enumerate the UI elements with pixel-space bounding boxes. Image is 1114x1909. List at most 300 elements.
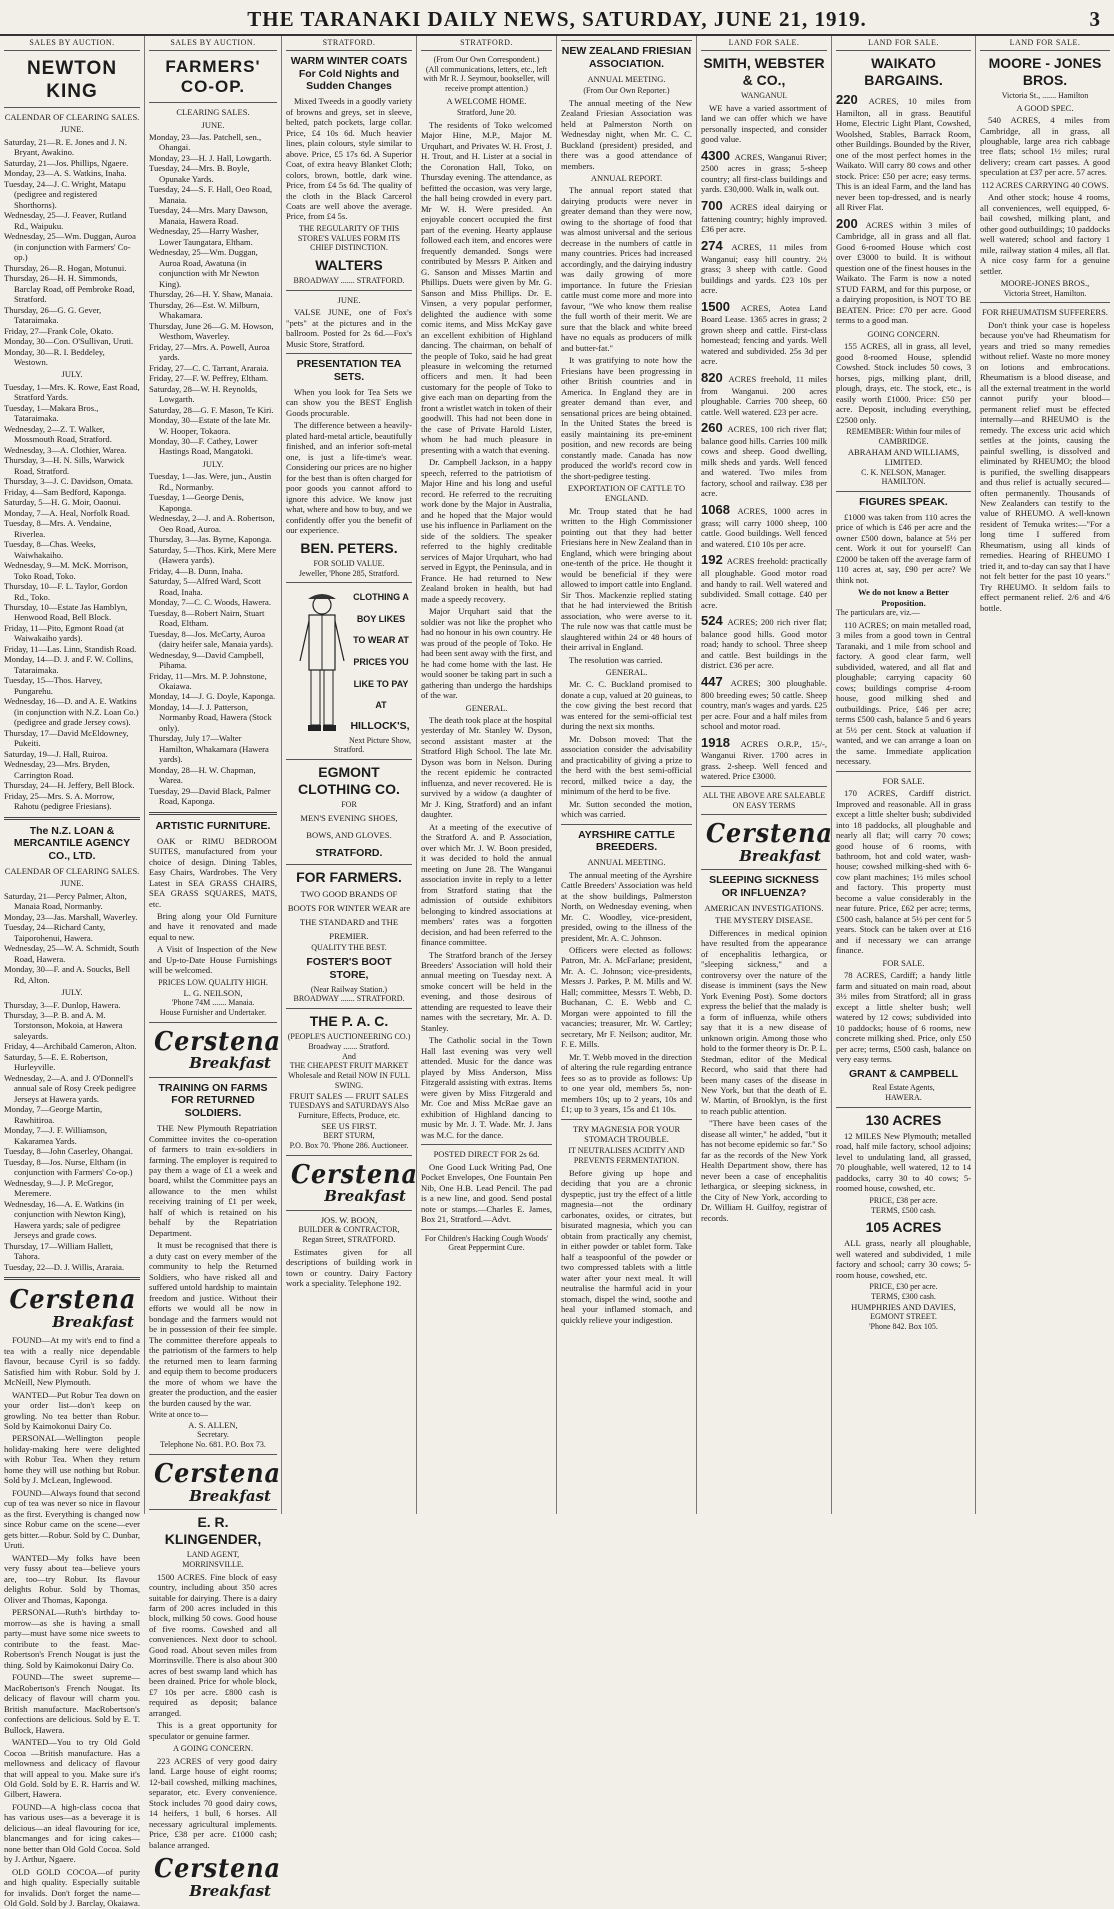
article-body: It was gratifying to note how the Friesians have been progressing in other British countries and in America. In England they are in greater demand than ever, and sensational prices are being obtained. In the United States the breed is easily maintaining its pre-eminent position, and new records are being constantly made. Canada has now produced the world's record cow in the short-pedigree testing. bbox=[561, 355, 692, 481]
artistic-tag: PRICES LOW. QUALITY HIGH. bbox=[158, 977, 268, 987]
cerstena-logo-sub: Breakfast bbox=[189, 1486, 271, 1505]
list-item: Thursday, June 26—G. M. Howson, Westhom, Waverley. bbox=[149, 320, 274, 342]
article-subheading: ANNUAL REPORT. bbox=[590, 173, 663, 184]
training-write: Write at once to— bbox=[149, 1410, 208, 1420]
carrying-title: 112 ACRES CARRYING 40 COWS. bbox=[981, 179, 1109, 190]
list-item: Monday, 7—George Martin, Rawhitiroa. bbox=[4, 1104, 103, 1125]
list-item: Wednesday, 2—Z. T. Walker, Mossmouth Road, Stratford. bbox=[4, 423, 112, 445]
warm-coats-body: Mixed Tweeds in a goodly variety of browns and greys, set in sleeve, belted, patch pockets, large collar. Price, £4 10s 6d. Much heavier lines, plain colours, style similar to above. Price, £5 17s 6d. A Superior Coat, of extra heavy Blanket Cloth; colors, brown, bottle, dark wine. Price, from £4 5s 6d. The quality of the cloth in the Black Carcerol Coats are well above the average. Price, from £4 5s. bbox=[286, 96, 412, 222]
list-item: Tuesday, 24—S. F. Hall, Oeo Road, Manaia. bbox=[149, 184, 273, 205]
firm-manager: C. K. NELSON, Manager. bbox=[861, 467, 946, 477]
divider bbox=[149, 1077, 277, 1078]
cerstena-logo: Cerstena bbox=[706, 819, 833, 850]
divider bbox=[701, 869, 827, 870]
listing-acres: 4300 bbox=[701, 147, 735, 163]
firm-name: SMITH, WEBSTER & CO., bbox=[703, 54, 825, 88]
carrying-text: And other stock; house 4 rooms, all conveniences, well equipped, 6-bail cowshed, milking plant, and other good outbuildings; 10 paddocks well watered; school and factory 1 mile, railway station 4 miles, all flat. A nice cosy farm for a genuine settler. bbox=[980, 192, 1110, 276]
page-number: 3 bbox=[1089, 7, 1100, 31]
remember-note: REMEMBER: Within four miles of CAMBRIDGE. bbox=[846, 427, 961, 446]
footer-ad: For Children's Hacking Cough Woods' Great Peppermint Cure. bbox=[424, 1233, 549, 1253]
grant-firm: GRANT & CAMPBELL bbox=[848, 1067, 959, 1080]
list-item: Thursday, 10—Estate Jas Hamblyn, Henwood Road, Bell Block. bbox=[4, 602, 128, 623]
divider bbox=[286, 353, 412, 354]
list-item: Friday, 11—Mrs. M. P. Johnstone, Okaiawa. bbox=[149, 670, 267, 691]
list-item: Friday, 11—Pito, Egmont Road (at Waiwakaiho yards). bbox=[4, 622, 124, 644]
listing-text: ACRES, Wanganui River; 2500 acres in grass; 5-sheep country; all first-class buildings and yards. £30,000. Walk in, walk out. bbox=[701, 151, 827, 195]
moore-title: MOORE - JONES BROS. bbox=[988, 54, 1102, 88]
cerstena-logo-sub: Breakfast bbox=[189, 1881, 271, 1900]
list-item: Monday, 14—J. G. Doyle, Kaponga. bbox=[149, 691, 276, 702]
listing-acres: 447 bbox=[701, 673, 731, 689]
column-6 bbox=[697, 36, 832, 1514]
list-item: Tuesday, 1—Makara Bros., Tataraimaka. bbox=[4, 402, 99, 424]
list-item: Thursday, 10—F. L. Taylor, Gordon Rd., Toko. bbox=[4, 581, 128, 602]
pac-box: P.O. Box 70. 'Phone 286. Auctioneer. bbox=[289, 1140, 409, 1150]
column-7 bbox=[832, 36, 976, 1514]
masthead-title: THE TARANAKI DAILY NEWS, SATURDAY, JUNE 21, 1919. bbox=[247, 7, 867, 31]
proposition-text: 110 ACRES; on main metalled road, 3 miles from a good town in Central Taranaki, and 1 mile from school and factory. A good clear farm, well subdivided, watered, and all flat and ploughable; carrying capacity 60 cows; buildings comprise 4-room house, good milking shed and outbuildings. Price, £46 per acre; terms £500 cash, balance 5 and 6 years at 5½ per cent. Stock at valuation if wanted, and we can arrange a loan on the same. Immediate application necessary. bbox=[836, 619, 971, 767]
article-subheading: ANNUAL MEETING. bbox=[587, 857, 666, 868]
list-item: Saturday, 19—J. Hall, Ruiroa. bbox=[4, 748, 108, 759]
article-body: Mr. Troup stated that he had written to the High Commissioner pointing out that they had better Friesians here in New Zealand than in England, which were bringing about one-tenth of the price. He thought it would be beneficial if they were allowed to import cattle into England. Sir Thos. Mackenzie replied stating that he had interviewed the British association, who were averse to it. The rule now was that cattle must be slaughtered within 24 or 48 hours of their arrival in England. bbox=[561, 505, 692, 653]
egmont-title: EGMONT CLOTHING CO. bbox=[298, 764, 400, 798]
land-listings bbox=[836, 92, 971, 326]
masthead bbox=[0, 0, 1114, 36]
month-label: JUNE. bbox=[60, 124, 84, 135]
humphries-phone: 'Phone 842. Box 105. bbox=[869, 1322, 938, 1332]
article-body: The residents of Toko welcomed Major Hine, M.P., Major M. Urquhart, and Privates W. H. Frost, J. H. Trout, and H. Lister at a social in the Coronation Hall, Toko, on Thursday evening. The attendance, as befitted the occasion, was very large, the hall being crowded in every part. Mr W. H. Were presided. An enjoyable concert occupied the first part of the evening. Hearty applause followed each item, and encores were frequently demanded. Songs were contributed by Messrs P. Aitken and G. Sanson and Misses Martin and Phillips. Duets were given by Mr. G. Sanson and Miss Phillips. Dr. E. Vinsen, a very popular performer, delighted the audience with some comic items, and Miss McKay gave an excellent exhibition of Highland dancing. The chairman, on behalf of the people of Toko, said he had great pleasure in welcoming the returned officers and men. It had been customary for the people of Toko to give each man on departing from the front a wristlet watch in token of their goodwill. This had not been done in the case of Private Harold Lister, whom he had much pleasure in presenting with a watch that evening. bbox=[421, 119, 552, 455]
listing-acres: 200 bbox=[836, 215, 866, 231]
waikato-title: WAIKATO BARGAINS. bbox=[864, 54, 943, 88]
list-item: Tuesday, 22—D. J. Willis, Araraia. bbox=[4, 1261, 125, 1272]
list-item: Thursday, July 17—Walter Hamilton, Whakamara (Hawera yards). bbox=[149, 733, 269, 765]
section-label: LAND FOR SALE. bbox=[836, 36, 971, 51]
section-label: SALES BY AUCTION. bbox=[149, 36, 277, 51]
listing-text: ACRES, Aotea Land Board Lease. 1365 acres in grass; 2 grown sheep and cattle. First-class homestead; fencing and yards. Well watered and subdivided. 25s 3d per acre. bbox=[701, 302, 827, 367]
clearing-list bbox=[4, 891, 140, 985]
training-body: It must be recognised that there is a duty cast on every member of the community to help the Returned Soldiers, who have risked all and suffered untold hardship to maintain freedom and justice. Without their efforts we would all be now in bondage and the farmers would not be in possession of their fee simple. The committee therefore appeals to the patriotism of the farmers to help the returned men to learn farming and equip them to become producers the more of whom we have the greater the production, and the easier the burden caused by the war. bbox=[149, 1240, 277, 1408]
divider bbox=[4, 1277, 140, 1280]
dateline: Stratford, June 20. bbox=[456, 108, 517, 118]
particulars-label: The particulars are, viz.— bbox=[836, 608, 920, 618]
listing-acres: 524 bbox=[701, 613, 728, 628]
list-item: Friday, 4—Archibald Cameron, Alton. bbox=[4, 1041, 137, 1052]
cerstena-logo-sub: Breakfast bbox=[189, 1054, 271, 1073]
klingender-place: MORRINSVILLE. bbox=[182, 1559, 244, 1569]
figures-title: FIGURES SPEAK. bbox=[859, 496, 948, 509]
divider bbox=[149, 1454, 277, 1455]
land-listing bbox=[701, 148, 827, 195]
list-item: Tuesday, 24—J. C. Wright, Matapu (pedigree and registered Shorthorns). bbox=[4, 178, 126, 210]
land-listing bbox=[701, 198, 827, 235]
article-body: The annual report stated that dairying products were never in greater demand than they were now, owing to the shortage of food that was almost universal and the serious decrease in the numbers of cattle in many countries. Prices had increased accordingly, and the dairying industry was daily growing of more importance. In future the Friesian cattle must come more and more into favour, "We who know them realise the full worth of their merit. We are sure that the black and white breed have no equals as producers of milk and butter-fat." bbox=[561, 185, 692, 353]
list-item: Saturday, 28—G. F. Mason, Te Kiri. bbox=[149, 404, 274, 415]
artistic-name: L. G. NEILSON, bbox=[183, 987, 243, 998]
list-item: Thursday, 3—H. N. Sills, Warwick Road, Stratford. bbox=[4, 455, 125, 476]
artistic-body: Bring along your Old Furniture and have it renovated and made equal to new. bbox=[149, 911, 277, 942]
acres-105-price: PRICE, £30 per acre. bbox=[869, 1282, 938, 1292]
divider bbox=[701, 786, 827, 787]
clearing-list bbox=[149, 132, 277, 457]
listings-footer: ALL THE ABOVE ARE SALEABLE ON EASY TERMS bbox=[702, 790, 826, 810]
moore-address: Victoria St., ....... Hamilton bbox=[1001, 90, 1089, 100]
boy-figure-illustration bbox=[296, 591, 348, 741]
fosters-name: FOSTER'S BOOT STORE, bbox=[306, 956, 392, 981]
list-item: Friday, 4—Sam Bedford, Kaponga. bbox=[4, 486, 127, 497]
listing-acres: 700 bbox=[701, 197, 730, 213]
concern-title: GOING CONCERN. bbox=[867, 328, 940, 339]
posted-body: One Good Luck Writing Pad, One Pocket Envelopes, One Fountain Pen Nib, One H.B. Lead Pencil. The pad is a new line, and good. Send postal note or stamps.—Charles E. James, Box 21, Stratford.—Advt. bbox=[421, 1161, 552, 1225]
klingender-note: This is a great opportunity for speculator or genuine farmer. bbox=[149, 1720, 277, 1741]
listing-acres: 1500 bbox=[701, 298, 741, 314]
list-item: Tuesday, 15—Thos. Harvey, Pungarehu. bbox=[4, 675, 103, 696]
fosters-address: BROADWAY ....... STRATFORD. bbox=[293, 994, 405, 1004]
month-label: JULY. bbox=[202, 458, 224, 469]
magnesia-body: Before giving up hope and deciding that you are a chronic dyspeptic, just try the effect of a little magnesia—not the ordinary carbonates, oxides, or citrates, but bisurated magnesia, which you can obtain from practically any chemist, in either powder or tablet form. Take half a teaspoonful of the powder or two compressed tablets with a little water after your next meal. It will neutralise the harmful acid in your stomach, dispel the wind, soothe and heal your inflamed stomach, and quickly relieve your indigestion. bbox=[561, 1167, 692, 1325]
farmers-body: TWO GOOD BRANDS OF BOOTS FOR WINTER WEAR are THE STANDARD and THE PREMIER. bbox=[287, 889, 411, 941]
listing-text: ACRES, 11 miles from Wanganui; easy hill country. 2½ grass; 3 sheep with cattle. Good buildings and yards. £23 10s per acre. bbox=[701, 241, 828, 296]
list-item: Monday, 30—Estate of the late Mr. W. Hooper, Tokaora. bbox=[149, 415, 271, 436]
list-item: Tuesday, 8—Chas. Weeks, Waiwhakaiho. bbox=[4, 539, 96, 560]
list-item: Friday, 25—Mrs. S. A. Morrow, Rahotu (pedigree Friesians). bbox=[4, 790, 115, 812]
small-ads bbox=[4, 1335, 140, 1909]
article-body: Mr. Sutton seconded the motion, which was carried. bbox=[561, 798, 692, 820]
cerstena-logo-sub: Breakfast bbox=[52, 1312, 134, 1331]
hillocks-address: Next Picture Show, Stratford. bbox=[333, 735, 411, 755]
divider bbox=[561, 824, 692, 825]
firm-place: WANGANUI. bbox=[741, 90, 787, 100]
listing-acres: 260 bbox=[701, 420, 728, 436]
spec-title: A GOOD SPEC. bbox=[1016, 102, 1074, 113]
divider bbox=[286, 290, 412, 291]
divider bbox=[421, 1229, 552, 1230]
acres-130-title: 130 ACRES bbox=[865, 1111, 942, 1128]
article-body: Differences in medical opinion have resulted from the appearance of encephalitis lethargica, or "sleeping sickness," and a controversy over the nature of the disease is imminent (says the New York Evening Post). Some doctors express the belief that the malady is a form of influenza, while others say that it is a new disease of unknown origin. Among those who hold to the former theory is Dr. P. L. Stedman, editor of the Medical Record, who said that there had been many cases of the disease in New York, but that the death of E. W. Martin, of Brooklyn, is the first to reach public attention. bbox=[701, 927, 827, 1116]
list-item: Wednesday, 9—M. McK. Morrison, Toko Road, Toko. bbox=[4, 560, 129, 581]
column-2 bbox=[145, 36, 282, 1900]
reporter: (From Our Own Reporter.) bbox=[583, 85, 670, 95]
list-item: Wednesday, 23—Mrs. Bryden, Carrington Road. bbox=[4, 759, 110, 780]
list-item: Tuesday, 8—Mrs. A. Vendaine, Riverlea. bbox=[4, 518, 112, 539]
list-item: Wednesday, 16—A. E. Watkins (in conjunction with Newton King), Hawera yards; sale of pedigree Jerseys and grade cows. bbox=[4, 1198, 126, 1241]
list-item: Friday, 27—Mrs. A. Powell, Auroa yards. bbox=[149, 341, 270, 363]
divider bbox=[286, 1210, 412, 1211]
pac-market: THE CHEAPEST FRUIT MARKET Wholesale and Retail NOW IN FULL SWING. bbox=[288, 1061, 410, 1090]
list-item: Monday, 14—D. J. and F. W. Collins, Tataraimaka. bbox=[4, 654, 134, 675]
divider bbox=[836, 491, 971, 492]
land-listing bbox=[836, 216, 971, 326]
list-item: Thursday, 26—Est. W. Milburn, Whakamara. bbox=[149, 299, 260, 321]
small-ad: FOUND—At my wit's end to find a tea with a really nice dependable flavour, because Cyril is so faddy. Satisfied him with Robur. Sold by J. McNeill, New Plymouth. bbox=[4, 1335, 140, 1388]
article-subheading: ANNUAL MEETING. bbox=[587, 73, 666, 84]
egmont-for: FOR bbox=[341, 800, 357, 810]
clearing-list bbox=[149, 471, 277, 807]
clothing-slogan bbox=[350, 587, 412, 717]
list-item: Friday, 11—Las. Linn, Standish Road. bbox=[4, 643, 137, 654]
article-subheading: EXPORTATION OF CATTLE TO ENGLAND. bbox=[567, 483, 686, 504]
spec-text: 540 ACRES, 4 miles from Cambridge, all in grass, all ploughable, large area rich cabbage tree flats; school 1½ miles; rural delivery; cream cart passes. A good speculation at £37 per acre. 57 acres. bbox=[980, 115, 1110, 178]
listing-text: ACRES, 10 miles from Hamilton, all in grass. Beautiful Home, Electric Light Plant, Cowshed, Woolshed, Stables, Barrack Room, other Buildings. Bounded by the River, one of the most perfect homes in the Waikato. Will carry 80 cows and other stock. Price: £50 per acre; easy terms. This is an ideal Farm, and the land has never been top-dressed, and is nearly all River Flat. bbox=[836, 95, 971, 213]
acres-130-price: PRICE, £38 per acre. bbox=[869, 1195, 938, 1205]
list-item: Thursday, 17—William Hallett, Tahora. bbox=[4, 1240, 113, 1262]
small-ad: FOUND—The sweet supreme—MacRobertson's French Nougat. Its delicacy of flavour will charm you. British manufacture. MacRobertson's confections are delicious. Sold by E. T. Bullock, Hawera. bbox=[4, 1672, 140, 1735]
land-listings bbox=[701, 148, 827, 782]
list-item: Tuesday, 1—George Denis, Kaponga. bbox=[149, 492, 244, 513]
boon-body: Estimates given for all descriptions of building work in town or country. Dairy Factory work a speciality. Telephone 192. bbox=[286, 1246, 412, 1289]
land-listing bbox=[701, 420, 827, 499]
land-listing bbox=[701, 735, 827, 782]
list-item: Saturday, 5—Alfred Ward, Scott Road, Inaha. bbox=[149, 576, 261, 597]
cerstena-logo-sub: Breakfast bbox=[739, 847, 821, 866]
divider bbox=[149, 102, 277, 103]
article-body: Mr. T. Webb moved in the direction of altering the rule regarding entrance fees so as to provide as follows: Up to one year old, members 5s, non-members 10s; up to 2 years, 10s and £1; up to 3 years, 15s and £1 10s. bbox=[561, 1051, 692, 1115]
list-item: Thursday, 26—H. Y. Shaw, Manaia. bbox=[149, 289, 273, 300]
acres-130-text: 12 MILES New Plymouth; metalled road, half mile factory, school adjoins; level to undulating land, all grassed, 70 ploughable, well watered, 12 to 14 paddocks, carry 30 to 40 cows; 5-roomed house, cowshed, etc. bbox=[836, 1130, 971, 1194]
section-label: STRATFORD. bbox=[421, 36, 552, 51]
list-item: Saturday, 28—W. H. Reynolds, Lowgarth. bbox=[149, 383, 258, 405]
land-listing bbox=[701, 674, 827, 732]
month-label: JULY. bbox=[61, 987, 83, 998]
list-item: Friday, 27—F. W. Peffrey, Eltham. bbox=[149, 373, 269, 384]
article-subheading: GENERAL. bbox=[605, 667, 648, 677]
divider bbox=[561, 1119, 692, 1120]
article-body: The death took place at the hospital yesterday of Mr. Stanley W. Dyson, second assistant master at the Stratford High School. The late Mr. Dyson was born in Nelson. During the recent epidemic he contracted influenza, and never recovered. He is survived by a widow (a daughter of Mr J. King, Stratford) and an infant daughter. bbox=[421, 714, 552, 820]
list-item: Thursday, 17—David McEldowney, Pukeiti. bbox=[4, 727, 129, 749]
calendar-title: CALENDAR OF CLEARING SALES. bbox=[4, 112, 140, 123]
artistic-phone: 'Phone 74M ....... Manaia. bbox=[171, 998, 255, 1008]
hillocks-name: HILLOCK'S, bbox=[350, 719, 410, 732]
list-item: Tuesday, 1—Mrs. K. Rowe, East Road, Stratford Yards. bbox=[4, 381, 140, 403]
cerstena-logo: Cerstena bbox=[154, 1854, 281, 1884]
article-body: Mr. C. C. Buckland promised to donate a cup, valued at 20 guineas, to the cow giving the best record that was entered for the semi-official test during the next six months. bbox=[561, 679, 692, 732]
listing-text: ACRES O.R.P., 15/-, Wanganui River. 1700 acres in grass. 2-sheep. Well fenced and watered. Price £3000. bbox=[701, 738, 827, 782]
divider bbox=[701, 814, 827, 815]
list-item: Monday, 30—F. and A. Soucks, Bell Rd, Alton. bbox=[4, 964, 130, 985]
training-tel: Telephone No. 681. P.O. Box 73. bbox=[160, 1440, 266, 1450]
warm-coats-title: WARM WINTER COATS For Cold Nights and Sudden Changes bbox=[290, 54, 408, 93]
cerstena-logo: Cerstena bbox=[154, 1026, 281, 1057]
concern-title: A GOING CONCERN. bbox=[172, 1743, 254, 1754]
clearing-list bbox=[4, 1000, 140, 1273]
listing-acres: 192 bbox=[701, 552, 727, 568]
list-item: Wednesday, 25—J. Feaver, Rutland Rd., Waipuku. bbox=[4, 210, 127, 231]
list-item: Friday, 27—C. C. Tarrant, Araraia. bbox=[149, 362, 269, 373]
section-label: LAND FOR SALE. bbox=[701, 36, 827, 51]
small-ad: PERSONAL—Ruth's birthday to-morrow—as she is having a small party—must have some nice sweets to contribute to the feast. Mac-Robertson's French Nougat is just the thing. Sold by Kaimokonui Dairy Co. bbox=[4, 1607, 140, 1670]
article-body: At a meeting of the executive of the Stratford A. and P. Association, over which Mr. J. W. Boon presided, it was decided to hold the annual meeting on June 28. The Wanganui association invite in reply to a letter from Stratford stating that the admission of outside exhibitors belonging to kindred associations at members' rates was a forgotten decision, and had been referred to the finance committee. bbox=[421, 821, 552, 948]
land-listing bbox=[701, 299, 827, 367]
list-item: Wednesday, 2—A. and J. O'Donnell's annual sale of Rosy Creek pedigree Jerseys at Hawera yards. bbox=[4, 1072, 136, 1104]
divider bbox=[836, 771, 971, 772]
artistic-visit: A Visit of Inspection of the New and Up-to-Date House Furnishings will be welcomed. bbox=[149, 944, 277, 976]
klingender-name: E. R. KLINGENDER, bbox=[164, 1513, 262, 1547]
hillocks-ad bbox=[286, 587, 412, 717]
list-item: Monday, 7—C. C. Woods, Hawera. bbox=[149, 597, 271, 608]
pac-address: Broadway ....... Stratford. bbox=[308, 1041, 390, 1051]
list-item: Monday, 30—F. Cathey, Lower Hastings Road, Mangatoki. bbox=[149, 435, 258, 457]
land-listing bbox=[836, 92, 971, 213]
acres-105-title: 105 ACRES bbox=[865, 1219, 942, 1236]
loan-company-name: The N.Z. LOAN & MERCANTILE AGENCY CO., LTD. bbox=[13, 824, 131, 863]
list-item: Wednesday, 9—David Campbell, Pihama. bbox=[149, 649, 264, 671]
divider bbox=[980, 302, 1110, 303]
egmont-items: MEN'S EVENING SHOES, BOWS, AND GLOVES. bbox=[300, 813, 398, 841]
list-item: Tuesday, 8—Jos. Nurse, Eltham (in conjunction with Farmers' Co-op.) bbox=[4, 1156, 133, 1178]
walters-address: BROADWAY ....... STRATFORD. bbox=[293, 276, 405, 286]
column-1 bbox=[0, 36, 145, 1909]
list-item: Wednesday, 3—A. Clothier, Warea. bbox=[4, 444, 127, 455]
listing-text: ACRES ideal dairying or fattening country; highly improved. £36 per acre. bbox=[701, 201, 827, 235]
article-body: Mr. Dobson moved: That the association consider the advisability and practicability of giving a prize to the herd with the best semi-official record, milked twice a day, the minimum of the herd to be five. bbox=[561, 733, 692, 797]
rheumo-body: Don't think your case is hopeless because you've had Rheumatism for years and tried so many remedies without relief. Waste no more money on lotions and embrocations. Rheumatism is a blood disease, and all the external treatment in the world cannot purify your blood—permanent relief must be effected internally—and RHEUMO is the remedy. The excess uric acid which settles at the joints, causing the painful swelling, is dissolved and eliminated by RHEUMO; the blood is purified, the swelling disappears and thus relief is actually secured—often permanently. Thousands of New Zealanders can testify to the value of RHEUMO. A well-known resident of Temuka writes:—"For a long time I suffered from Rheumatism, using all kinds of remedies. Hearing of RHEUMO I tried it, and to-day can say that I have not felt better for the past 10 years." Try RHEUMO. It seldom fails to effect permanent relief. 2/6 and 4/6 bottle. bbox=[980, 319, 1110, 613]
divider bbox=[836, 1107, 971, 1108]
list-item: Thursday, 26—H. H. Simmonds, Barclay Road, off Pembroke Road, Stratford. bbox=[4, 273, 135, 305]
small-ad: PERSONAL—Wellington people holiday-making here were delighted with Robur Tea. When they return home they will use nothing but Robur. Sold by J. McLean, Inglewood. bbox=[4, 1433, 140, 1486]
cerstena-logo-sub: Breakfast bbox=[324, 1187, 406, 1206]
boon-role: BUILDER & CONTRACTOR, bbox=[298, 1225, 400, 1235]
small-ad: WANTED—You to try Old Gold Cocoa —British manufacture. Has a mellowness and delicacy of flavour that will appeal to you. Make sure it's Old Gold. Sold by E. R. Harris and W. Gilbert, Hawera. bbox=[4, 1737, 140, 1800]
list-item: Tuesday, 1—Jas. Were, jun., Austin Rd., Normanby. bbox=[149, 471, 272, 492]
land-listing bbox=[701, 238, 827, 296]
klingender-ad: 1500 ACRES. Fine block of easy country, including about 350 acres suitable for dairying. There is a dairy farm of 200 acres included in this block, milking 50 cows. Good house of five rooms. Cowshed and all conveniences. Next door to school. Good road. About seven miles from Morrinsville. There is also about 300 acres of best swamp land which has been drained. Price for whole block, £7 10s per acre. £800 cash is required as deposit; balance arranged. bbox=[149, 1571, 277, 1718]
sale-title: FOR SALE. bbox=[882, 957, 925, 968]
list-item: Saturday, 21—Jos. Phillips, Ngaere. bbox=[4, 157, 129, 168]
list-item: Wednesday, 16—D. and A. E. Watkins (in conjunction with N.Z. Loan Co.) (pedigree and grade Jersey cows). bbox=[4, 696, 139, 728]
listing-text: ACRES, 1000 acres in grass; will carry 1000 sheep, 100 cattle. Good buildings. Well fenced and watered. £10 10s per acre. bbox=[701, 505, 827, 549]
training-name: A. S. ALLEN, bbox=[188, 1419, 238, 1430]
posted-title: POSTED DIRECT FOR 2s 6d. bbox=[433, 1149, 540, 1160]
list-item: Thursday, 26—G. G. Gever, Tataraimaka. bbox=[4, 304, 102, 326]
list-item: Saturday, 21—R. E. Jones and J. N. Bryant, Awakino. bbox=[4, 136, 127, 158]
list-item: Tuesday, 24—Mrs. Mary Dawson, Manaia, Hawera Road. bbox=[149, 205, 268, 226]
moore-footer-address: Victoria Street, Hamilton. bbox=[1003, 288, 1087, 298]
list-item: Monday, 23—Jas. Marshall, Waverley. bbox=[4, 911, 138, 922]
presentation-body: When you look for Tea Sets we can show you the BEST English Goods procurable. bbox=[286, 386, 412, 418]
list-item: Tuesday, 8—John Caserley, Ohangai. bbox=[4, 1146, 133, 1157]
clothing-slogan-line: BOY LIKES bbox=[356, 613, 406, 624]
list-item: Friday, 4—B. Dunn, Inaha. bbox=[149, 565, 243, 576]
divider bbox=[286, 864, 412, 865]
sale-text: 78 ACRES, Cardiff; a handy little farm and situated on main road, about 3½ miles from Stratford; all in grass except a little shelter bush; well watered by 12 cows; subdivided into 10 paddocks; house of 6 rooms, new concrete milking shed. Price, only £50 per acre; terms, £500 cash, balance on very easy terms. bbox=[836, 970, 971, 1065]
land-listing bbox=[701, 552, 827, 610]
article-body: The Stratford branch of the Jersey Breeders' Association will hold their annual meeting on Tuesday next. A smoke concert will be held in the evening, and those desirous of attending are requested to leave their names with the secretary, Mr. A. D. Stanley. bbox=[421, 949, 552, 1033]
farmers-quality: QUALITY THE BEST. bbox=[311, 943, 387, 953]
firm-name: NEWTON KING bbox=[26, 57, 118, 102]
list-item: Tuesday, 8—Jos. McCarty, Auroa (dairy heifer sale, Manaia yards). bbox=[149, 628, 274, 650]
clothing-slogan-line: LIKE TO PAY bbox=[353, 678, 409, 689]
listing-acres: 1068 bbox=[701, 501, 738, 517]
article-heading: SLEEPING SICKNESS OR INFLUENZA? bbox=[709, 874, 819, 900]
proposition-title: We do not know a Better Proposition. bbox=[858, 587, 949, 608]
correspondent-note: (All communications, letters, etc., left with Mr R. J. Seymour, bookseller, will receive prompt attention.) bbox=[423, 64, 550, 93]
pac-days: TUESDAYS and SATURDAYS Also Furniture, Effects, Produce, etc. bbox=[289, 1101, 409, 1120]
moore-footer: MOORE-JONES BROS., bbox=[1000, 278, 1090, 289]
list-item: Saturday, 5—E. E. Robertson, Hurleyville. bbox=[4, 1051, 108, 1073]
listing-text: ACRES within 3 miles of Cambridge, all in grass and all flat. Good 6-roomed House which cost over £3000 to build. It is without question one of the finest houses in the Waikato. The Farm is now a noted STUD FARM, and for this purpose, or a dairying proposition, is NOT TO BE BEATEN. Price: £70 per acre. Good terms to a good man. bbox=[836, 219, 971, 326]
divider bbox=[4, 817, 140, 820]
article-title: A WELCOME HOME. bbox=[446, 95, 527, 106]
list-item: Thursday, 3—P. B. and A. M. Torstonson, Mokoia, at Hawera saleyards. bbox=[4, 1010, 123, 1041]
listing-acres: 274 bbox=[701, 237, 732, 253]
divider bbox=[286, 759, 412, 760]
correspondent: (From Our Own Correspondent.) bbox=[433, 54, 540, 64]
artistic-body: OAK or RIMU BEDROOM SUITES, manufactured from your choice of design. Dining Tables, Easy Chairs, Wardrobes. The Very Latest in SEA GRASS CHAIRS, SEA GRASS SQUARES, MATS, etc. bbox=[149, 835, 277, 909]
listing-text: ACRES; 300 ploughable. 800 breeding ewes; 50 cattle. Sheep country, man's wages and yards. £25 per acre. Four and a half miles from school and motor road. bbox=[701, 677, 827, 732]
listing-acres: 1918 bbox=[701, 734, 741, 750]
list-item: Monday, 14—J. J. Patterson, Normanby Road, Hawera (Stock only). bbox=[149, 701, 272, 733]
cerstena-logo: Cerstena bbox=[9, 1285, 137, 1316]
column-3 bbox=[282, 36, 417, 1514]
divider bbox=[149, 812, 277, 815]
list-item: Wednesday, 25—Wm. Duggan, Auroa (in conjunction with Farmers' Co-op.) bbox=[4, 231, 136, 263]
section-label: LAND FOR SALE. bbox=[980, 36, 1110, 51]
column-8 bbox=[976, 36, 1114, 1514]
small-ad: FOUND—Always found that second cup of tea was never so nice in flavour as the first. Everything is changed now since Robur came on the scene—ever gets bitter.—Robur. Sold by C. Dunbar, Uruti. bbox=[4, 1487, 140, 1551]
list-item: Thursday, 3—Jas. Byrne, Kaponga. bbox=[149, 534, 272, 545]
article-body: The Catholic social in the Town Hall last evening was very well attended. Music for the dance was played by Miss Anderson, Miss Fitzgerald assisting with extras. Items were given by Miss Fitzgerald and Mr. Coe and Miss McRae gave an exhibition of Highland dancing to music by Mr. J. T. Wade. Mr. J. Jans was M.C. for the dance. bbox=[421, 1035, 552, 1140]
magnesia-title: TRY MAGNESIA FOR YOUR STOMACH TROUBLE. bbox=[572, 1123, 681, 1145]
cerstena-logo: Cerstena bbox=[291, 1159, 418, 1190]
article-body: "There have been cases of the disease all winter," he added, "but it has not become epidemic so far." So far as the records of the New York Health Department show, there has never been a case of encephalitis lethargica, or sleeping sickness, in the City of New York, according to Dr. William H. Guilfoy, registrar of records. bbox=[701, 1118, 827, 1223]
month-label: JUNE. bbox=[60, 878, 84, 889]
grant-place: HAWERA. bbox=[885, 1093, 922, 1103]
pac-sales: FRUIT SALES — FRUIT SALES bbox=[289, 1090, 409, 1101]
article-subheading: THE MYSTERY DISEASE. bbox=[715, 915, 813, 926]
list-item: Thursday, 26—R. Hogan, Motunui. bbox=[4, 262, 127, 273]
clothing-slogan-line: AT bbox=[375, 700, 387, 711]
humphries-address: EGMONT STREET. bbox=[870, 1312, 937, 1322]
divider bbox=[4, 107, 140, 108]
divider bbox=[286, 1008, 412, 1009]
small-ad: WANTED—Put Robur Tea down on your order list—don't keep on growling. No tea better than Robur. Sold by Kaimokonui Dairy Co. bbox=[4, 1389, 140, 1431]
section-label: STRATFORD. bbox=[286, 36, 412, 51]
article-heading: NEW ZEALAND FRIESIAN ASSOCIATION. bbox=[561, 45, 692, 70]
article-body: The annual meeting of the Ayrshire Cattle Breeders' Association was held at the show buildings, Palmerston North, on Wednesday evening, when Mr. C. Woodley, vice-president, presided, owing to the illness of the president, Mr. A. C. Johnson. bbox=[561, 869, 692, 943]
listing-text: ACRES freehold, 11 miles from Wanganui. 200 acres ploughable. Carries 700 sheep, 60 cattle. Well watered. £23 per acre. bbox=[701, 373, 827, 417]
boon-address: Regan Street, STRATFORD. bbox=[302, 1234, 396, 1244]
humphries-firm: HUMPHRIES AND DAVIES, bbox=[851, 1301, 956, 1312]
list-item: Monday, 30—R. I. Beddeley, Westown. bbox=[4, 346, 105, 367]
section-label: SALES BY AUCTION. bbox=[4, 36, 140, 51]
list-item: Tuesday, 24—Richard Canty, Taiporohenui, Hawera. bbox=[4, 922, 106, 943]
divider bbox=[149, 1509, 277, 1510]
klingender-role: LAND AGENT, bbox=[186, 1550, 240, 1560]
artistic-trade: House Furnisher and Undertaker. bbox=[159, 1007, 267, 1017]
small-ad: OLD GOLD COCOA—of purity and high quality. Especially suitable for invalids. Don't forget the name—Old Gold. Sold by J. Barclay, Okaiawa. bbox=[4, 1866, 140, 1909]
pac-sub: (PEOPLE'S AUCTIONEERING CO.) bbox=[287, 1032, 411, 1042]
list-item: Monday, 23—Jas. Patchell, sen., Ohangai. bbox=[149, 131, 262, 153]
walters-name: WALTERS bbox=[315, 257, 383, 274]
article-heading: AYRSHIRE CATTLE BREEDERS. bbox=[578, 828, 675, 854]
list-item: Monday, 30—Con. O'Sullivan, Uruti. bbox=[4, 336, 134, 347]
column-5 bbox=[557, 36, 697, 1514]
list-item: Saturday, 5—H. G. Moir, Oaonui. bbox=[4, 497, 121, 508]
concern-text: 155 ACRES, all in grass, all level, good 8-roomed House, splendid Cowshed. Stock includes 50 cows, 3 horses, pigs, milking plant, drill, plough, drays, etc. The stock, etc., is easily worth £1000. Price: £50 per acre. Deposit, including everything, £2500 only. bbox=[836, 341, 971, 425]
list-item: Wednesday, 2—J. and A. Robertson, Oeo Road, Auroa. bbox=[149, 513, 275, 534]
firm-name: FARMERS' CO-OP. bbox=[165, 56, 261, 97]
peters-sub: FOR SOLID VALUE. bbox=[313, 558, 385, 568]
boon-name: JOS. W. BOON, bbox=[320, 1214, 378, 1225]
list-item: Wednesday, 25—W. A. Schmidt, South Road, Hawera. bbox=[4, 943, 139, 964]
pac-title: THE P. A. C. bbox=[309, 1013, 389, 1030]
list-item: Tuesday, 8—Robert Nairn, Stuart Road, Eltham. bbox=[149, 607, 265, 629]
list-item: Thursday, 24—H. Jeffery, Bell Block. bbox=[4, 780, 135, 791]
list-item: Saturday, 5—Thos. Kirk, Mere Mere (Hawera yards). bbox=[149, 544, 277, 566]
article-body: Dr. Campbell Jackson, in a happy speech, referred to the patriotism of Major Hine and his long and useful record. He referred to the recruiting work done by the Major in Australia, and he hoped that the Major would use his influence in Parliament on the side of the soldiers. The speaker referred to the highly creditable services of Major Urquhart, who had served in Egypt, the Peninsula, and in France. He had returned to New Zealand broken in health, but had made a speedy recovery. bbox=[421, 457, 552, 604]
small-ad: FOUND—A high-class cocoa that has various uses—as a beverage it is delicious—an ideal flavouring for ice, blancmanges and for icing cakes—none better than Old Gold Cocoa. Sold by J. Arthur, Ngaere. bbox=[4, 1801, 140, 1865]
column-4 bbox=[417, 36, 557, 1514]
land-listing bbox=[701, 502, 827, 549]
